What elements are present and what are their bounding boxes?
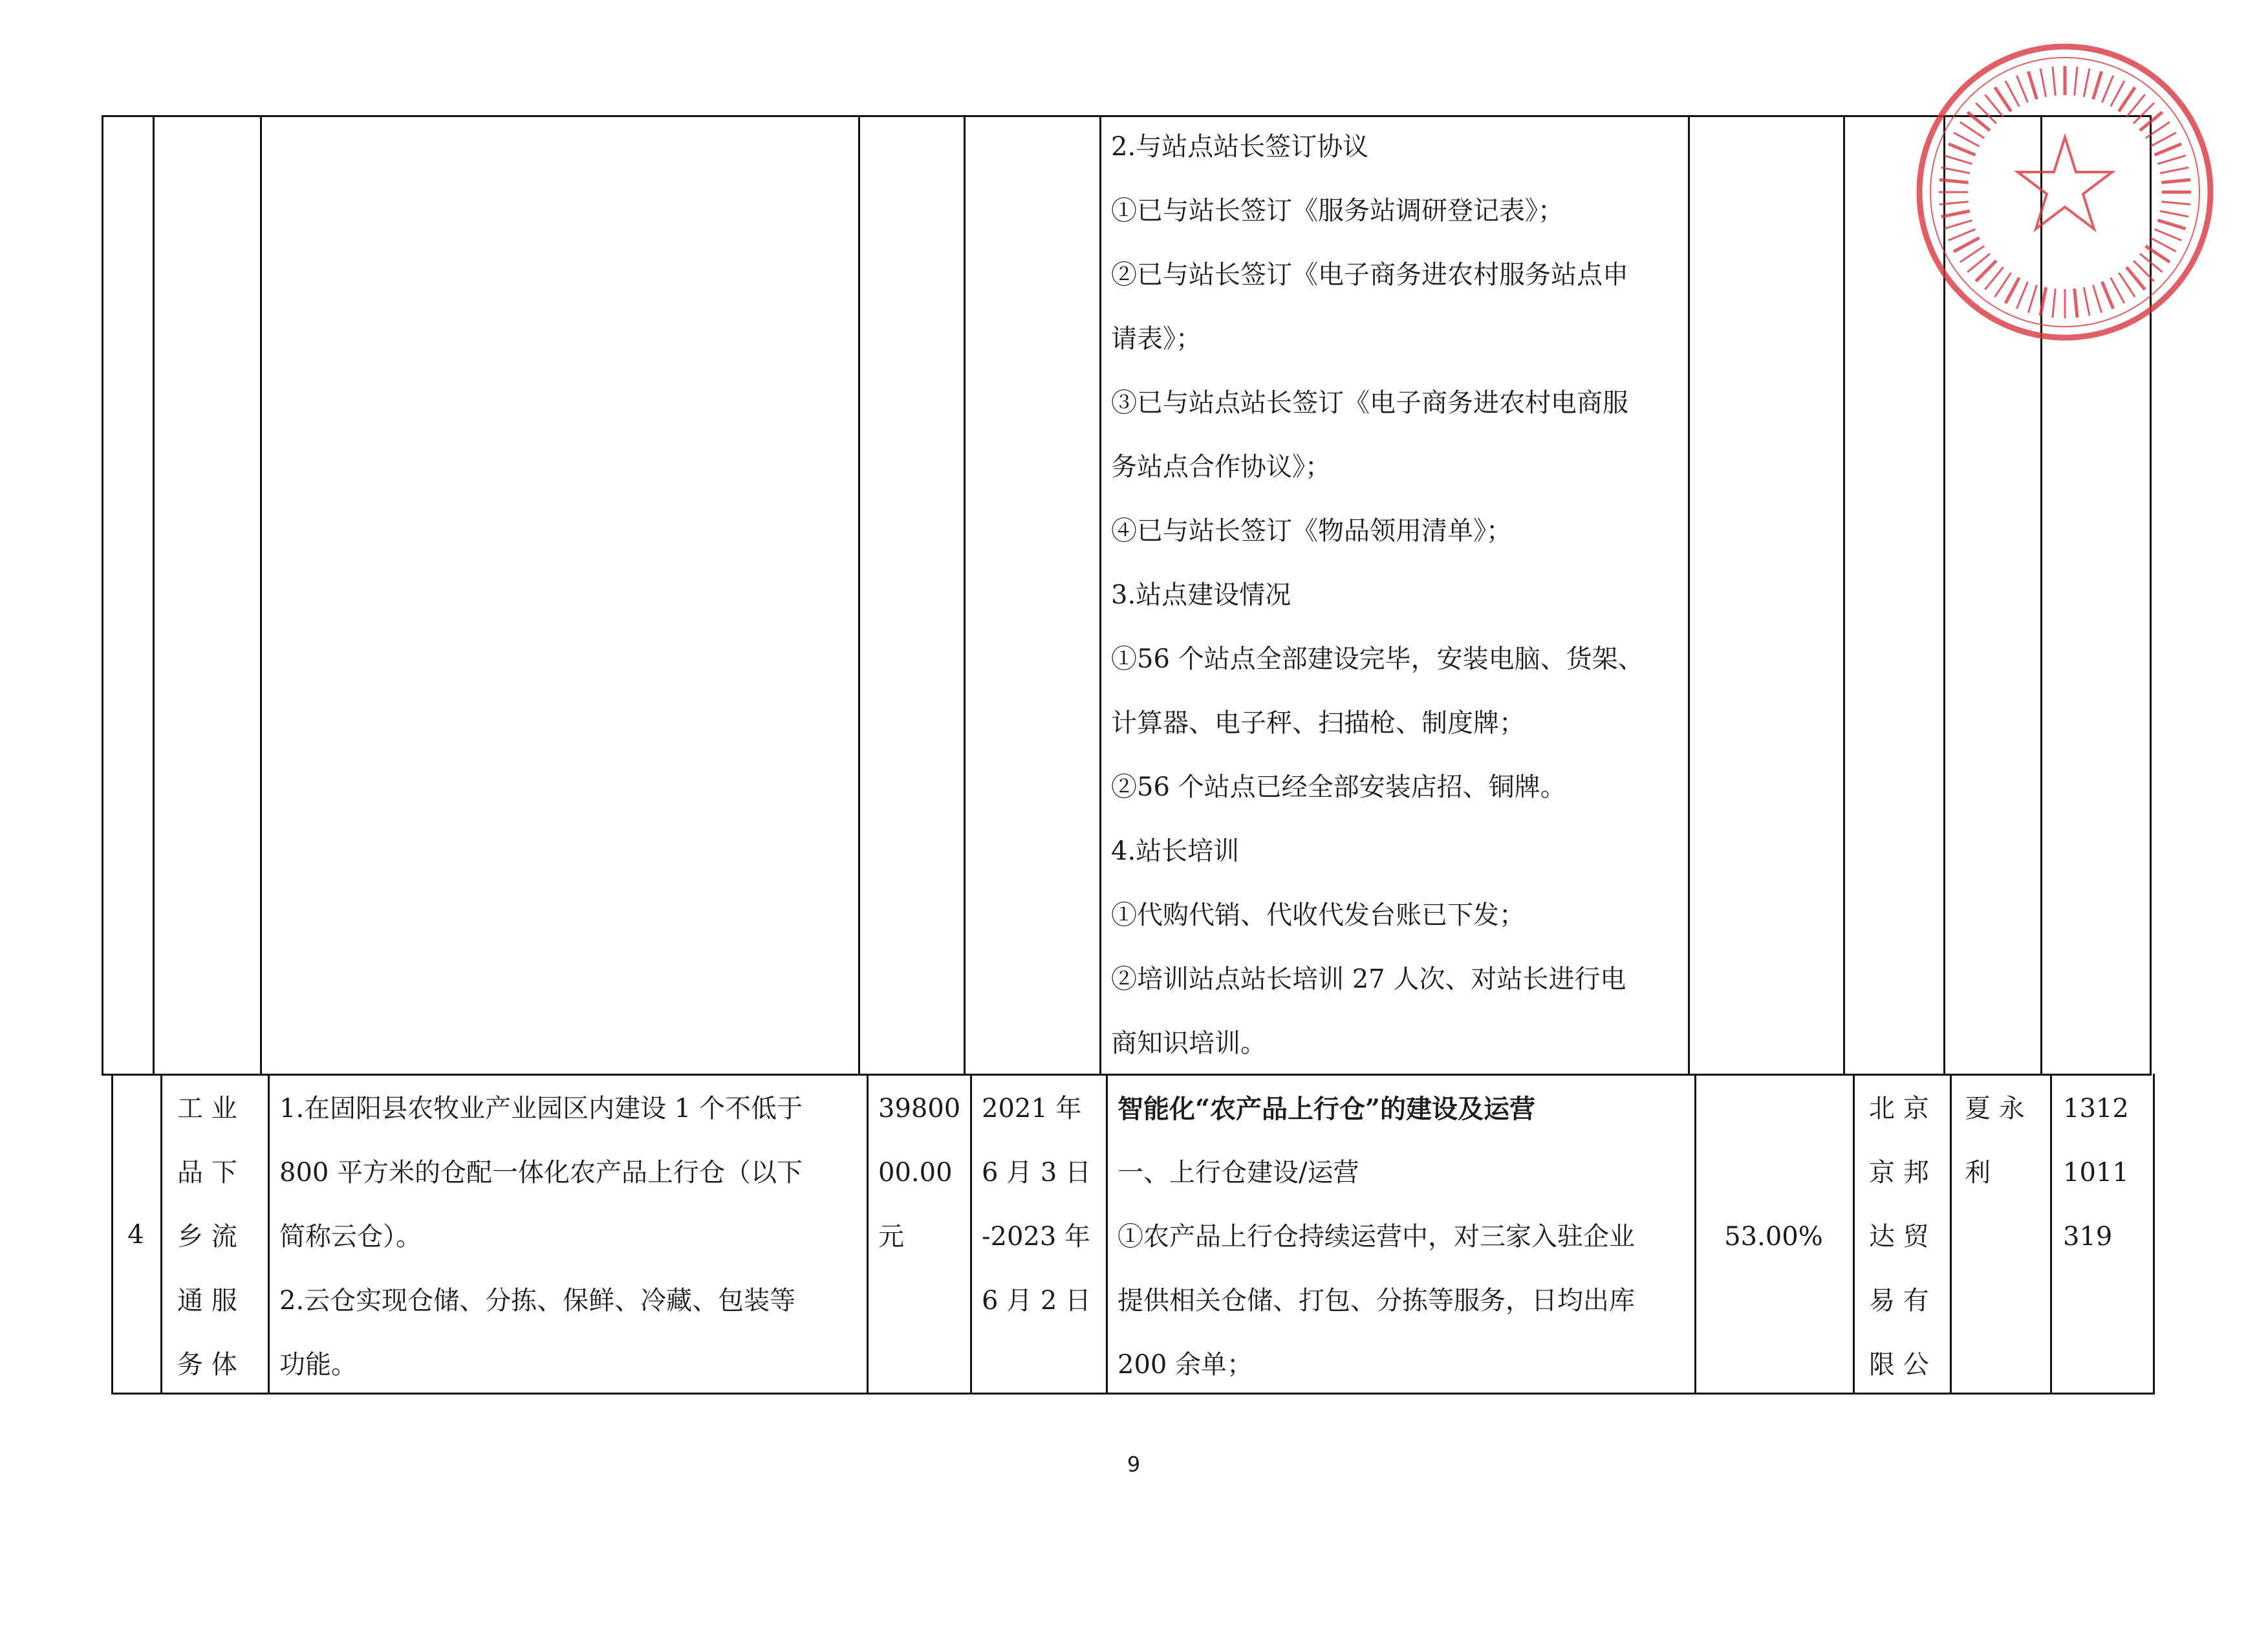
phone-cell	[2063, 1077, 2129, 1269]
seal-mark	[2111, 277, 2124, 303]
company-line: 北 京	[1869, 1094, 1929, 1124]
seal-mark	[2150, 133, 2176, 146]
content-line: 功能。	[279, 1350, 357, 1380]
seal-mark	[1995, 87, 2011, 111]
page-number: 9	[1127, 1452, 1141, 1477]
seal-mark	[2053, 288, 2055, 318]
col-line	[2153, 1074, 2155, 1395]
col-line	[1843, 115, 1845, 1075]
col-line	[970, 1074, 972, 1395]
seal-mark	[2028, 71, 2036, 99]
seal-mark	[1939, 180, 1969, 182]
seal-mark	[2084, 287, 2090, 316]
col-line	[867, 1074, 869, 1395]
company-line: 限 公	[1869, 1350, 1929, 1380]
seal-mark	[1949, 229, 1976, 240]
col-line	[102, 115, 103, 1075]
phone-line: 1312	[2063, 1094, 2129, 1124]
project-name-line: 通 服	[177, 1286, 237, 1316]
seal-mark	[2040, 287, 2046, 316]
phone-line: 1011	[2063, 1158, 2129, 1188]
seal-mark	[2150, 238, 2176, 252]
progress-line: 务站点合作协议》；	[1111, 452, 1331, 482]
seal-mark	[2016, 76, 2027, 103]
progress-line: 请表》；	[1111, 324, 1202, 354]
company-line: 达 贸	[1869, 1222, 1929, 1252]
seal-mark	[1944, 155, 1972, 164]
seal-mark	[2005, 81, 2019, 107]
amount-line: 39800	[878, 1094, 961, 1124]
contact-cell	[1965, 1077, 2025, 1205]
content-line: 2.云仓实现仓储、分拣、保鲜、冷藏、包装等	[279, 1286, 796, 1316]
period-line: 6 月 2 日	[982, 1286, 1092, 1316]
seal-mark	[1995, 273, 2011, 297]
project-name-line: 品 下	[177, 1158, 237, 1188]
period-line: 6 月 3 日	[982, 1158, 1092, 1188]
col-line	[1853, 1074, 1855, 1395]
amount-cell	[878, 1077, 960, 1269]
seal-mark	[2158, 155, 2186, 164]
col-line	[964, 115, 966, 1075]
contact-line: 利	[1965, 1158, 1991, 1188]
col-line	[153, 115, 155, 1075]
content-line: 1.在固阳县农牧业产业园区内建设 1 个不低于	[279, 1094, 803, 1124]
seal-mark	[1941, 168, 1970, 173]
seal-mark	[1949, 144, 1976, 155]
seal-mark	[1954, 133, 1980, 146]
progress-line: ①农产品上行仓持续运营中，对三家入驻企业	[1118, 1222, 1635, 1252]
row-number: 4	[127, 1220, 144, 1250]
progress-line: ②已与站长签订《电子商务进农村服务站点申	[1111, 260, 1628, 290]
seal-mark	[2158, 221, 2186, 229]
company-cell	[1869, 1077, 1929, 1397]
col-line	[1106, 1074, 1108, 1395]
progress-line: 4.站长培训	[1111, 836, 1240, 866]
progress-line: 3.站点建设情况	[1111, 580, 1291, 610]
seal-mark	[2028, 285, 2036, 313]
seal-mark	[2161, 180, 2190, 182]
progress-line: ①代购代销、代收代发台账已下发；	[1111, 900, 1525, 930]
seal-mark	[2155, 229, 2182, 240]
project-name-line: 务 体	[177, 1350, 237, 1380]
amount-line: 00.00	[878, 1158, 953, 1188]
col-line	[1950, 1074, 1952, 1395]
seal-mark	[2093, 285, 2102, 313]
content-line: 简称云仓）。	[279, 1222, 422, 1252]
seal-mark	[2053, 67, 2055, 96]
seal-mark	[2016, 282, 2027, 309]
progress-line: ③已与站点站长签订《电子商务进农村电商服	[1111, 388, 1628, 418]
seal-mark	[2102, 76, 2113, 103]
progress-line: 商知识培训。	[1111, 1028, 1266, 1058]
progress-line: ②培训站点站长培训 27 人次、对站长进行电	[1111, 964, 1626, 994]
seal-mark	[2040, 69, 2046, 97]
seal-mark	[2084, 69, 2090, 97]
contact-line: 夏 永	[1965, 1094, 2025, 1124]
phone-line: 319	[2063, 1222, 2113, 1252]
progress-line: 计算器、电子秤、扫描枪、制度牌；	[1111, 708, 1525, 738]
company-line: 易 有	[1869, 1286, 1929, 1316]
project-name-cell	[177, 1077, 237, 1397]
seal-mark	[2155, 144, 2182, 155]
content-line: 800 平方米的仓配一体化农产品上行仓（以下	[279, 1158, 803, 1188]
col-line	[1688, 115, 1690, 1075]
project-content-cell	[279, 1077, 803, 1397]
period-line: 2021 年	[982, 1094, 1082, 1124]
progress-line: ①56 个站点全部建设完毕，安装电脑、货架、	[1111, 644, 1644, 674]
seal-mark	[1944, 221, 1972, 229]
seal-mark	[2075, 288, 2077, 318]
seal-mark	[2160, 211, 2188, 217]
amount-line: 元	[878, 1222, 904, 1252]
seal-mark	[2005, 277, 2019, 303]
seal-mark	[2146, 246, 2170, 262]
col-line	[1099, 115, 1101, 1075]
progress-line: ④已与站长签订《物品领用清单》；	[1111, 516, 1512, 546]
seal-mark	[1960, 246, 1984, 262]
col-line	[260, 115, 262, 1075]
seal-mark	[2161, 202, 2190, 204]
seal-mark	[1941, 211, 1970, 217]
continued-progress-cell	[1111, 115, 1644, 1076]
seal-mark	[1939, 202, 1969, 204]
progress-line: ②56 个站点已经全部安装店招、铜牌。	[1111, 772, 1566, 802]
seal-mark	[2119, 87, 2135, 111]
seal-mark	[2102, 282, 2113, 309]
col-line	[2050, 1074, 2052, 1395]
seal-mark	[2160, 168, 2188, 173]
period-line: -2023 年	[982, 1222, 1091, 1252]
progress-line: ①已与站长签订《服务站调研登记表》；	[1111, 196, 1564, 226]
project-name-line: 乡 流	[177, 1222, 237, 1252]
col-line	[268, 1074, 270, 1395]
period-cell	[982, 1077, 1091, 1333]
progress-line: 2.与站点站长签订协议	[1111, 132, 1369, 162]
progress-line: 一、上行仓建设/运营	[1118, 1158, 1359, 1188]
seal-mark	[1954, 238, 1980, 252]
col-line	[858, 115, 860, 1075]
project-name-line: 工 业	[177, 1094, 237, 1124]
seal-mark	[2093, 71, 2102, 99]
seal-mark	[2111, 81, 2124, 107]
company-line: 京 邦	[1869, 1158, 1929, 1188]
col-line	[160, 1074, 162, 1395]
progress-heading: 智能化“农产品上行仓”的建设及运营	[1118, 1094, 1536, 1124]
progress-line: 提供相关仓储、打包、分拣等服务，日均出库	[1118, 1286, 1635, 1316]
seal-mark	[2075, 67, 2077, 96]
progress-line: 200 余单；	[1118, 1350, 1253, 1380]
row4-progress-cell	[1118, 1077, 1635, 1397]
completion-rate: 53.00%	[1724, 1222, 1823, 1252]
official-seal-icon	[1913, 40, 2217, 344]
